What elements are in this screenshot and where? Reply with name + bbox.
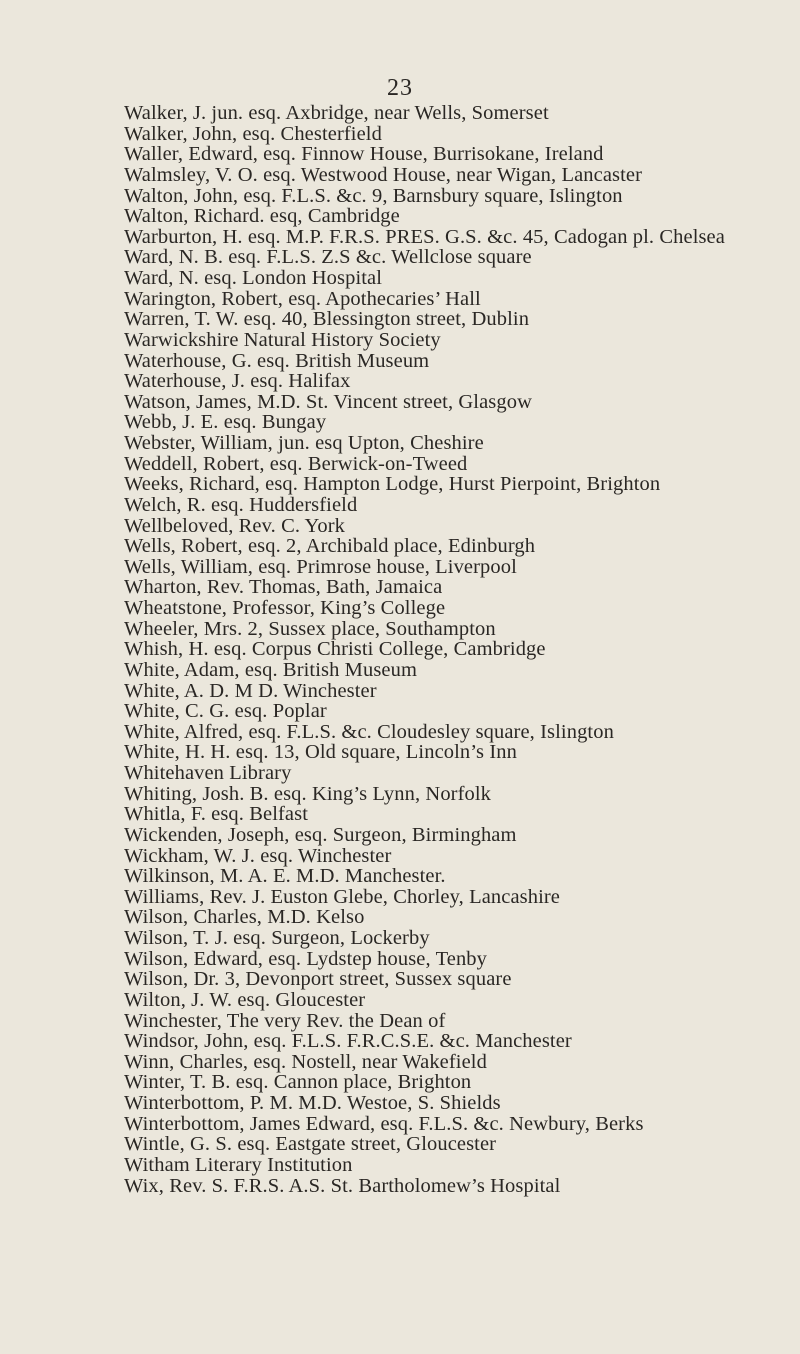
list-item: Wells, William, esq. Primrose house, Liverpool	[124, 555, 517, 578]
list-item: White, H. H. esq. 13, Old square, Lincoln’s Inn	[124, 741, 517, 764]
list-item: Wilson, Edward, esq. Lydstep house, Tenby	[124, 947, 488, 970]
list-item: Winterbottom, James Edward, esq. F.L.S. &c. Newbury, Berks	[124, 1112, 644, 1135]
list-item: Warington, Robert, esq. Apothecaries’ Hall	[124, 287, 481, 310]
list-item: Waller, Edward, esq. Finnow House, Burrisokane, Ireland	[124, 143, 604, 166]
list-item: Wilson, T. J. esq. Surgeon, Lockerby	[124, 927, 430, 949]
list-item: White, Adam, esq. British Museum	[124, 658, 418, 681]
list-item: Winterbottom, P. M. M.D. Westoe, S. Shields	[124, 1092, 501, 1114]
list-item: Weddell, Robert, esq. Berwick-on-Tweed	[124, 452, 468, 475]
list-item: Watson, James, M.D. St. Vincent street, Glasgow	[124, 390, 532, 413]
list-item: Ward, N. B. esq. F.L.S. Z.S &c. Wellclose square	[124, 246, 532, 269]
list-item: Wheatstone, Professor, King’s College	[124, 597, 446, 619]
list-item: Webster, William, jun. esq Upton, Cheshire	[124, 432, 484, 454]
list-item: Walker, John, esq. Chesterfield	[124, 122, 382, 145]
list-item: White, A. D. M D. Winchester	[124, 679, 377, 702]
list-item: Whish, H. esq. Corpus Christi College, Cambridge	[124, 638, 546, 661]
list-item: Ward, N. esq. London Hospital	[124, 267, 383, 289]
list-item: Wellbeloved, Rev. C. York	[124, 514, 346, 537]
list-item: Wilton, J. W. esq. Gloucester	[124, 988, 366, 1011]
list-item: Witham Literary Institution	[124, 1153, 353, 1176]
list-item: Whiting, Josh. B. esq. King’s Lynn, Norfolk	[124, 782, 492, 805]
list-item: Wharton, Rev. Thomas, Bath, Jamaica	[124, 576, 443, 599]
list-item: Winchester, The very Rev. the Dean of	[124, 1009, 446, 1032]
list-item: Warwickshire Natural History Society	[124, 328, 441, 351]
list-item: Winn, Charles, esq. Nostell, near Wakefield	[124, 1050, 487, 1073]
list-item: White, Alfred, esq. F.L.S. &c. Cloudesley square, Islington	[124, 720, 614, 743]
list-item: Walton, Richard. esq, Cambridge	[124, 205, 400, 228]
list-item: Welch, R. esq. Huddersfield	[124, 493, 358, 516]
list-item: Weeks, Richard, esq. Hampton Lodge, Hurst Pierpoint, Brighton	[124, 473, 661, 496]
list-item: Walton, John, esq. F.L.S. &c. 9, Barnsbury square, Islington	[124, 184, 623, 207]
list-item: Wickenden, Joseph, esq. Surgeon, Birmingham	[124, 823, 517, 846]
page-number: 23	[387, 75, 413, 101]
list-item: Winter, T. B. esq. Cannon place, Brighton	[124, 1071, 472, 1094]
list-item: Wickham, W. J. esq. Winchester	[124, 844, 392, 867]
list-item: Wilson, Charles, M.D. Kelso	[124, 906, 365, 929]
list-item: Whitehaven Library	[124, 762, 292, 784]
list-item: Warren, T. W. esq. 40, Blessington street, Dublin	[124, 308, 530, 331]
list-item: Warburton, H. esq. M.P. F.R.S. PRES. G.S. &c. 45, Cadogan pl. Chelsea	[124, 225, 725, 248]
list-item: White, C. G. esq. Poplar	[124, 700, 327, 723]
list-item: Walker, J. jun. esq. Axbridge, near Wells, Somerset	[124, 102, 549, 124]
list-item: Walmsley, V. O. esq. Westwood House, near Wigan, Lancaster	[124, 163, 643, 186]
list-item: Wheeler, Mrs. 2, Sussex place, Southampton	[124, 617, 496, 640]
list-item: Wilkinson, M. A. E. M.D. Manchester.	[124, 865, 446, 888]
list-item: Windsor, John, esq. F.L.S. F.R.C.S.E. &c. Manchester	[124, 1030, 572, 1053]
list-item: Wilson, Dr. 3, Devonport street, Sussex square	[124, 968, 512, 991]
list-item: Webb, J. E. esq. Bungay	[124, 411, 327, 434]
member-list	[124, 103, 784, 1196]
list-item: Williams, Rev. J. Euston Glebe, Chorley, Lancashire	[124, 885, 560, 908]
list-item: Wix, Rev. S. F.R.S. A.S. St. Bartholomew’s Hospital	[124, 1174, 561, 1197]
list-item: Wintle, G. S. esq. Eastgate street, Gloucester	[124, 1133, 497, 1156]
list-item: Waterhouse, G. esq. British Museum	[124, 349, 430, 372]
list-item: Wells, Robert, esq. 2, Archibald place, Edinburgh	[124, 535, 536, 558]
list-item: Whitla, F. esq. Belfast	[124, 803, 308, 826]
list-item: Waterhouse, J. esq. Halifax	[124, 370, 351, 393]
